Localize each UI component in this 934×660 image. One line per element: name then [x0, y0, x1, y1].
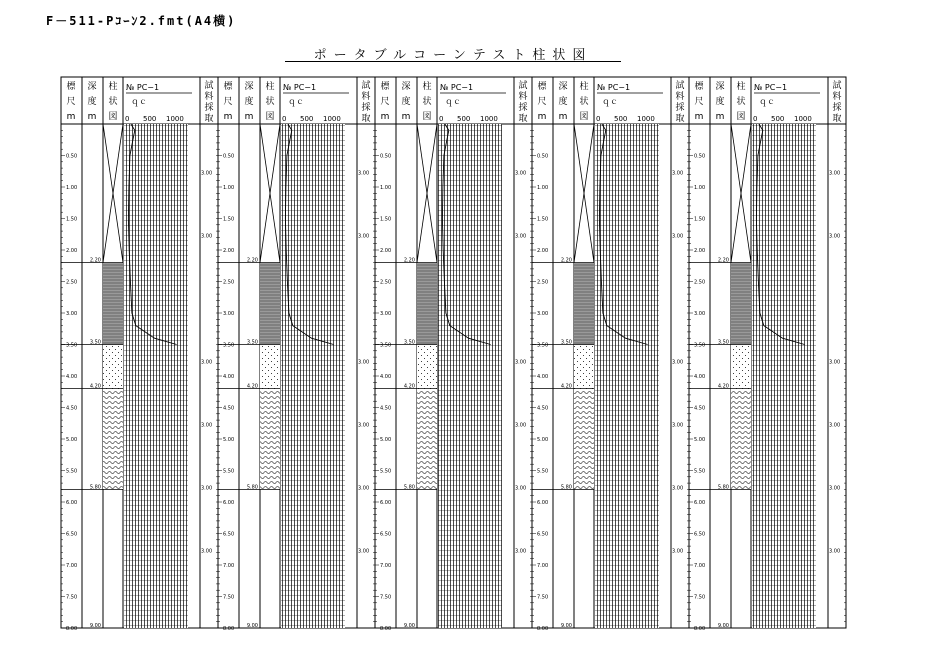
header-depth-char: 度 [244, 97, 254, 107]
header-sample-char: 料 [204, 92, 214, 102]
header-boring-id: № PC−1 [126, 83, 160, 92]
header-qc-tick: 500 [457, 115, 471, 123]
header-sample-char: 取 [832, 114, 842, 124]
scale-label: 7.50 [66, 594, 78, 601]
header-column-char: 状 [265, 97, 275, 107]
header-depth-char: 深 [558, 82, 568, 92]
header-sample-char: 試 [832, 81, 842, 91]
layer-depth-label: 4.20 [89, 383, 101, 390]
scale-label: 8.00 [380, 626, 392, 632]
header-qc-tick: 500 [300, 115, 314, 123]
sample-label: 3.00 [201, 170, 213, 177]
layer-depth-label: 4.20 [560, 383, 572, 390]
header-column-char: 状 [579, 97, 589, 107]
layer-gravel [103, 389, 123, 490]
header-depth-char: m [87, 112, 97, 122]
scale-label: 4.50 [66, 405, 78, 412]
header-qc-tick: 1000 [480, 115, 498, 123]
header-boring-id: № PC−1 [754, 83, 788, 92]
scale-label: 7.00 [380, 563, 392, 569]
header-boring-id: № PC−1 [597, 83, 631, 92]
scale-label: 2.00 [223, 248, 235, 254]
layer-clay [574, 263, 594, 345]
sample-label: 3.00 [829, 359, 841, 366]
scale-label: 5.50 [223, 468, 235, 475]
header-sample-char: 試 [518, 81, 528, 91]
header-scale-char: 標 [694, 82, 704, 92]
scale-label: 6.50 [694, 531, 706, 538]
header-sample-char: 取 [361, 114, 371, 124]
scale-label: 1.50 [66, 216, 78, 223]
header-column-char: 柱 [108, 82, 118, 92]
log-panel-2 [218, 77, 375, 632]
scale-label: 5.50 [537, 468, 549, 475]
sample-label: 3.00 [515, 170, 527, 177]
sample-label: 3.00 [201, 485, 213, 492]
header-boring-id: № PC−1 [283, 83, 317, 92]
sample-label: 3.00 [672, 548, 684, 555]
layer-clay [731, 263, 751, 345]
layer-depth-label: 5.80 [246, 484, 258, 491]
sample-label: 3.00 [515, 485, 527, 492]
header-scale-char: m [223, 112, 233, 122]
scale-label: 4.50 [223, 405, 235, 412]
scale-label: 1.00 [223, 185, 235, 191]
scale-label: 8.00 [537, 626, 549, 632]
layer-depth-label: 3.50 [403, 339, 415, 346]
header-sample-char: 料 [675, 92, 685, 102]
scale-label: 2.50 [380, 279, 392, 286]
sample-label: 3.00 [672, 233, 684, 240]
header-scale-char: 尺 [694, 97, 704, 107]
scale-label: 0.50 [223, 153, 235, 160]
header-sample-char: 取 [204, 114, 214, 124]
scale-label: 5.00 [537, 437, 549, 443]
scale-label: 1.00 [66, 185, 78, 191]
scale-label: 5.50 [694, 468, 706, 475]
scale-label: 0.50 [537, 153, 549, 160]
scale-label: 4.00 [694, 374, 706, 380]
scale-label: 1.50 [694, 216, 706, 223]
header-qc-tick: 0 [282, 115, 287, 123]
scale-label: 0.50 [66, 153, 78, 160]
header-sample-char: 採 [361, 103, 371, 113]
scale-label: 4.50 [537, 405, 549, 412]
sample-label: 3.00 [201, 359, 213, 366]
header-qc-label: ｑｃ [288, 97, 304, 106]
scale-label: 5.00 [66, 437, 78, 443]
scale-label: 7.00 [537, 563, 549, 569]
header-column-char: 図 [108, 112, 118, 122]
header-qc-label: ｑｃ [131, 97, 147, 106]
scale-label: 2.00 [694, 248, 706, 254]
layer-depth-label: 5.80 [717, 484, 729, 491]
sample-label: 3.00 [672, 485, 684, 492]
header-scale-char: 尺 [66, 97, 76, 107]
header-sample-char: 料 [832, 92, 842, 102]
layer-gravel [574, 389, 594, 490]
scale-label: 6.00 [694, 500, 706, 506]
header-scale-char: m [66, 112, 76, 122]
scale-label: 3.00 [694, 311, 706, 317]
layer-depth-label: 3.50 [246, 339, 258, 346]
header-column-char: 状 [736, 97, 746, 107]
qc-grid [438, 124, 502, 628]
header-qc-tick: 0 [125, 115, 130, 123]
scale-label: 1.00 [380, 185, 392, 191]
scale-label: 3.50 [694, 342, 706, 349]
header-column-char: 図 [265, 112, 275, 122]
scale-label: 1.50 [380, 216, 392, 223]
header-depth-char: m [401, 112, 411, 122]
sample-label: 3.00 [829, 233, 841, 240]
log-panel-3 [375, 77, 532, 632]
sample-label: 3.00 [829, 548, 841, 555]
scale-label: 8.00 [223, 626, 235, 632]
header-sample-char: 試 [675, 81, 685, 91]
scale-label: 6.50 [223, 531, 235, 538]
header-sample-char: 取 [518, 114, 528, 124]
qc-grid [595, 124, 659, 628]
header-column-char: 柱 [265, 82, 275, 92]
header-qc-tick: 1000 [323, 115, 341, 123]
header-depth-char: 深 [715, 82, 725, 92]
sample-label: 3.00 [515, 548, 527, 555]
header-depth-char: 度 [87, 97, 97, 107]
header-column-char: 柱 [579, 82, 589, 92]
header-scale-char: 標 [537, 82, 547, 92]
header-depth-char: m [558, 112, 568, 122]
layer-depth-label: 9.00 [717, 623, 729, 629]
scale-label: 4.50 [694, 405, 706, 412]
header-scale-char: 標 [66, 82, 76, 92]
scale-label: 7.50 [380, 594, 392, 601]
layer-depth-label: 9.00 [246, 623, 258, 629]
sample-label: 3.00 [515, 422, 527, 429]
header-sample-char: 採 [204, 103, 214, 113]
document-title: ポータブルコーンテスト柱状図 [313, 48, 593, 63]
scale-label: 2.50 [66, 279, 78, 286]
sample-label: 3.00 [201, 233, 213, 240]
scale-label: 4.00 [223, 374, 235, 380]
header-column-char: 状 [422, 97, 432, 107]
header-depth-char: m [244, 112, 254, 122]
sample-label: 3.00 [829, 422, 841, 429]
scale-label: 2.00 [537, 248, 549, 254]
scale-label: 7.50 [694, 594, 706, 601]
sample-label: 3.00 [201, 422, 213, 429]
header-depth-char: m [715, 112, 725, 122]
header-qc-label: ｑｃ [602, 97, 618, 106]
header-column-char: 図 [579, 112, 589, 122]
header-scale-char: 尺 [380, 97, 390, 107]
scale-label: 1.50 [223, 216, 235, 223]
header-qc-tick: 1000 [794, 115, 812, 123]
scale-label: 3.50 [223, 342, 235, 349]
scale-label: 5.00 [223, 437, 235, 443]
layer-depth-label: 5.80 [89, 484, 101, 491]
layer-depth-label: 2.20 [560, 257, 572, 264]
header-scale-char: 標 [223, 82, 233, 92]
scale-label: 4.00 [380, 374, 392, 380]
scale-label: 6.00 [537, 500, 549, 506]
scale-label: 1.00 [694, 185, 706, 191]
header-scale-char: 標 [380, 82, 390, 92]
header-column-char: 図 [736, 112, 746, 122]
layer-depth-label: 4.20 [246, 383, 258, 390]
sample-label: 3.00 [672, 359, 684, 366]
scale-label: 4.00 [537, 374, 549, 380]
log-panel-5 [689, 77, 846, 632]
header-sample-char: 採 [675, 103, 685, 113]
scale-label: 2.50 [223, 279, 235, 286]
scale-label: 3.00 [223, 311, 235, 317]
scale-label: 4.50 [380, 405, 392, 412]
scale-label: 5.00 [694, 437, 706, 443]
scale-label: 4.00 [66, 374, 78, 380]
sample-label: 3.00 [829, 170, 841, 177]
header-boring-id: № PC−1 [440, 83, 474, 92]
header-qc-tick: 1000 [637, 115, 655, 123]
layer-depth-label: 9.00 [403, 623, 415, 629]
scale-label: 5.50 [66, 468, 78, 475]
scale-label: 3.50 [380, 342, 392, 349]
header-depth-char: 度 [401, 97, 411, 107]
layer-clay [260, 263, 280, 345]
header-depth-char: 度 [715, 97, 725, 107]
header-depth-char: 深 [401, 82, 411, 92]
scale-label: 5.00 [380, 437, 392, 443]
sample-label: 3.00 [358, 485, 370, 492]
scale-label: 3.50 [537, 342, 549, 349]
header-qc-tick: 0 [596, 115, 601, 123]
layer-depth-label: 9.00 [560, 623, 572, 629]
sample-label: 3.00 [201, 548, 213, 555]
layer-clay [417, 263, 437, 345]
header-sample-char: 採 [518, 103, 528, 113]
scale-label: 3.00 [537, 311, 549, 317]
scale-label: 8.00 [66, 626, 78, 632]
layer-depth-label: 5.80 [560, 484, 572, 491]
scale-label: 3.00 [380, 311, 392, 317]
header-scale-char: m [380, 112, 390, 122]
scale-label: 7.00 [694, 563, 706, 569]
scale-label: 6.50 [66, 531, 78, 538]
scale-label: 2.00 [66, 248, 78, 254]
layer-gravel [417, 389, 437, 490]
sample-label: 3.00 [672, 422, 684, 429]
scale-label: 6.00 [66, 500, 78, 506]
layer-depth-label: 4.20 [403, 383, 415, 390]
scale-label: 7.50 [223, 594, 235, 601]
header-sample-char: 採 [832, 103, 842, 113]
layer-gravel [731, 389, 751, 490]
header-scale-char: m [694, 112, 704, 122]
header-qc-label: ｑｃ [445, 97, 461, 106]
header-depth-char: 度 [558, 97, 568, 107]
layer-gravel [260, 389, 280, 490]
header-qc-tick: 0 [439, 115, 444, 123]
log-panel-1 [61, 77, 218, 632]
scale-label: 0.50 [380, 153, 392, 160]
qc-grid [281, 124, 345, 628]
sample-label: 3.00 [358, 233, 370, 240]
sample-label: 3.00 [515, 233, 527, 240]
header-column-char: 図 [422, 112, 432, 122]
layer-sand [417, 345, 437, 389]
layer-depth-label: 3.50 [560, 339, 572, 346]
header-depth-char: 深 [244, 82, 254, 92]
layer-depth-label: 5.80 [403, 484, 415, 491]
scale-label: 7.00 [66, 563, 78, 569]
sample-label: 3.00 [358, 170, 370, 177]
scale-label: 3.00 [66, 311, 78, 317]
scale-label: 5.50 [380, 468, 392, 475]
layer-depth-label: 3.50 [89, 339, 101, 346]
header-sample-char: 料 [518, 92, 528, 102]
layer-depth-label: 3.50 [717, 339, 729, 346]
sample-label: 3.00 [358, 548, 370, 555]
header-qc-tick: 500 [771, 115, 785, 123]
sample-label: 3.00 [358, 359, 370, 366]
layer-depth-label: 4.20 [717, 383, 729, 390]
scale-label: 3.50 [66, 342, 78, 349]
layer-sand [731, 345, 751, 389]
qc-grid [752, 124, 816, 628]
layer-depth-label: 2.20 [89, 257, 101, 264]
scale-label: 7.50 [537, 594, 549, 601]
scale-label: 6.00 [380, 500, 392, 506]
header-sample-char: 取 [675, 114, 685, 124]
scale-label: 6.00 [223, 500, 235, 506]
header-scale-char: 尺 [223, 97, 233, 107]
scale-label: 7.00 [223, 563, 235, 569]
layer-depth-label: 2.20 [246, 257, 258, 264]
header-sample-char: 料 [361, 92, 371, 102]
layer-depth-label: 2.20 [403, 257, 415, 264]
sample-label: 3.00 [672, 170, 684, 177]
layer-depth-label: 2.20 [717, 257, 729, 264]
header-qc-tick: 0 [753, 115, 758, 123]
header-depth-char: 深 [87, 82, 97, 92]
log-panel-4 [532, 77, 689, 632]
sample-label: 3.00 [358, 422, 370, 429]
layer-clay [103, 263, 123, 345]
sample-label: 3.00 [829, 485, 841, 492]
header-qc-tick: 500 [143, 115, 157, 123]
scale-label: 6.50 [537, 531, 549, 538]
header-column-char: 状 [108, 97, 118, 107]
scale-label: 6.50 [380, 531, 392, 538]
scale-label: 1.00 [537, 185, 549, 191]
header-qc-label: ｑｃ [759, 97, 775, 106]
file-name-label: F－511-Pｺｰﾝ2.fmt(A4横) [46, 14, 237, 28]
header-qc-tick: 1000 [166, 115, 184, 123]
layer-sand [260, 345, 280, 389]
scale-label: 8.00 [694, 626, 706, 632]
layer-depth-label: 9.00 [89, 623, 101, 629]
qc-grid [124, 124, 188, 628]
header-column-char: 柱 [736, 82, 746, 92]
header-qc-tick: 500 [614, 115, 628, 123]
header-column-char: 柱 [422, 82, 432, 92]
scale-label: 1.50 [537, 216, 549, 223]
header-scale-char: 尺 [537, 97, 547, 107]
scale-label: 2.50 [694, 279, 706, 286]
scale-label: 2.00 [380, 248, 392, 254]
sample-label: 3.00 [515, 359, 527, 366]
scale-label: 0.50 [694, 153, 706, 160]
header-sample-char: 試 [204, 81, 214, 91]
header-scale-char: m [537, 112, 547, 122]
header-sample-char: 試 [361, 81, 371, 91]
layer-sand [103, 345, 123, 389]
scale-label: 2.50 [537, 279, 549, 286]
layer-sand [574, 345, 594, 389]
